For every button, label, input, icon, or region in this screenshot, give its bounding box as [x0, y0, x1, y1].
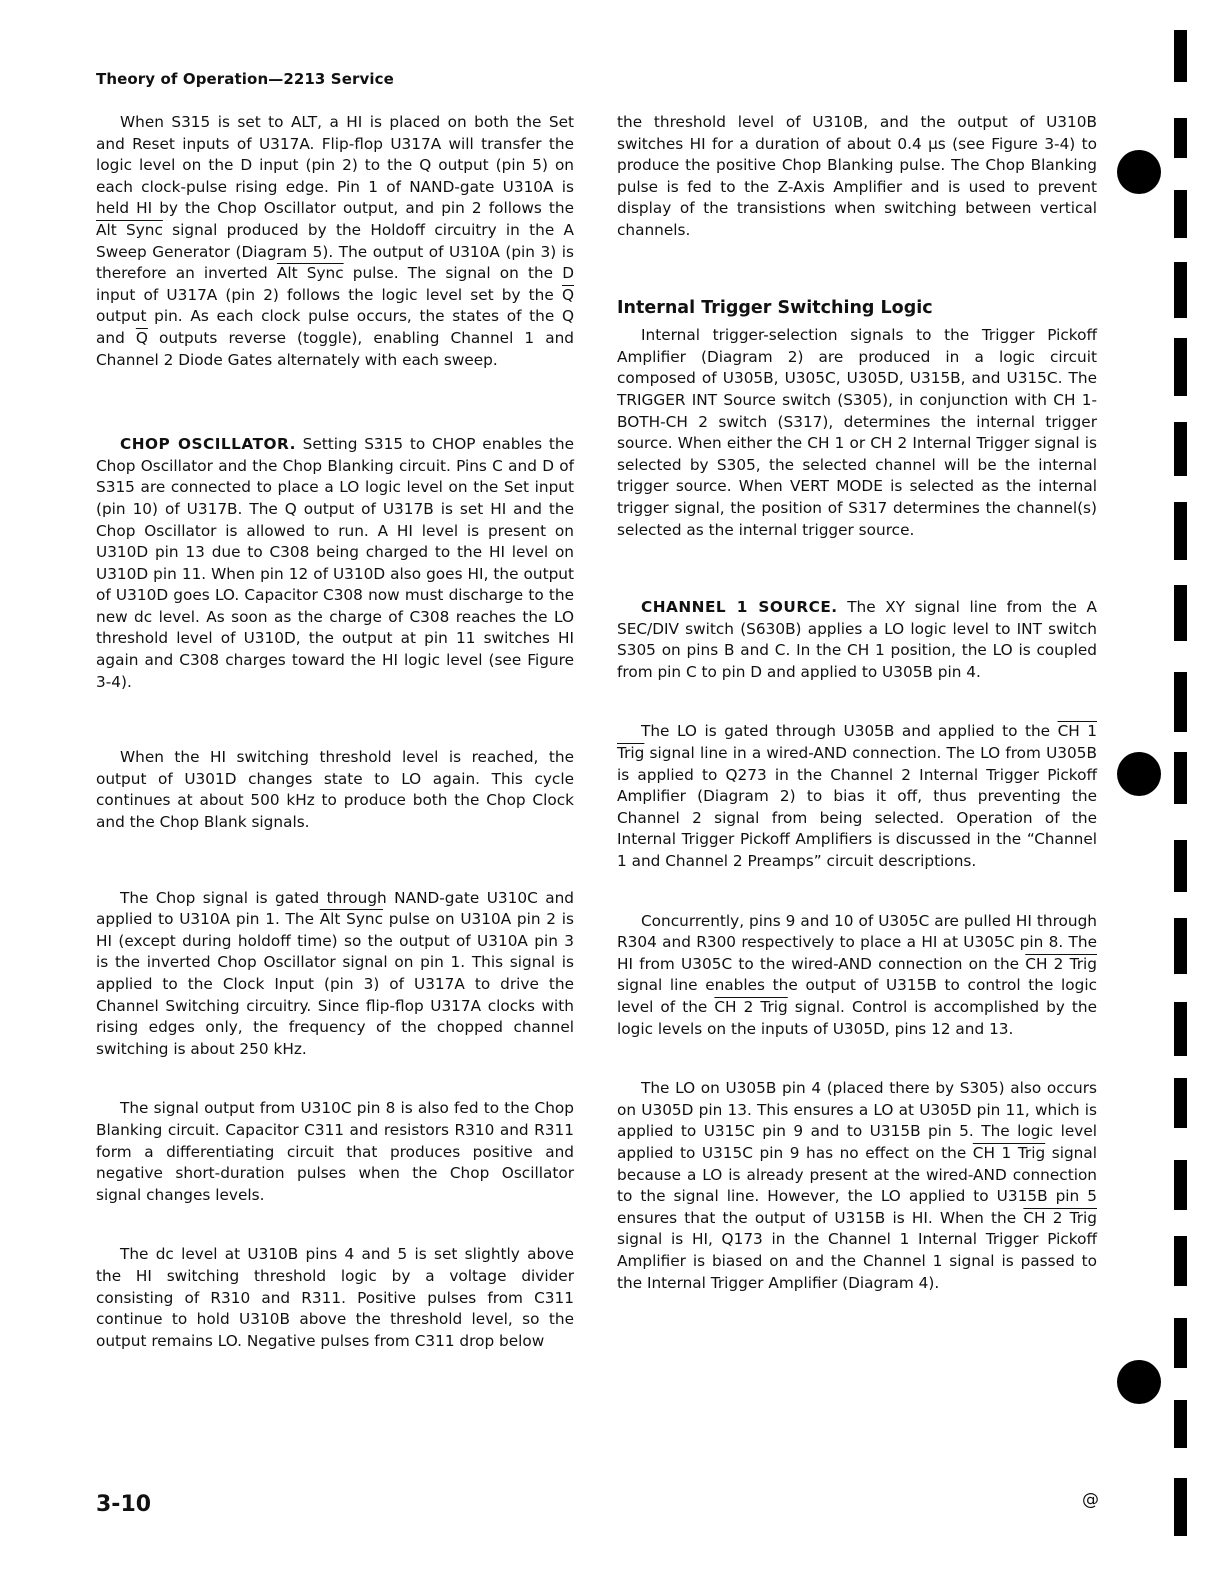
paragraph-chop-oscillator: CHOP OSCILLATOR. Setting S315 to CHOP enables the Chop Oscillator and the Chop Blanking circuit. Pins C and D of S315 are connected to place a LO logic level on the Set input (pin 10) of U317B. The Q output of U317B is set HI and the Chop Oscillator is allowed to run. A HI level is present on U310D pin 13 due to C308 being charged to the HI level on U310D pin 11. When pin 12 of U310D also goes HI, the output of U310D goes LO. Capacitor C308 now must discharge to the new dc level. As soon as the charge of C308 reaches the LO threshold level of U310D, the output at pin 11 switches HI again and C308 charges toward the HI logic level (see Figure 3-4). — [96, 435, 574, 691]
punch-hole — [1117, 1360, 1161, 1404]
right-column — [617, 112, 1097, 1294]
page-number: 3-10 — [96, 1492, 152, 1517]
binding-mark — [1174, 30, 1187, 82]
binding-mark — [1174, 190, 1187, 238]
punch-hole — [1117, 752, 1161, 796]
chop-oscillator-heading: CHOP OSCILLATOR. — [120, 435, 296, 454]
binding-mark — [1174, 752, 1187, 804]
paragraph-dc-level: The dc level at U310B pins 4 and 5 is set slightly above the HI switching threshold logic by a voltage divider consisting of R310 and R311. Positive pulses from C311 continue to hold U310B above the threshold level, so the output remains LO. Negative pulses from C311 drop below — [96, 1245, 574, 1350]
binding-mark — [1174, 1160, 1187, 1210]
paragraph-lo-gated: The LO is gated through U305B and applied to the CH 1 Trig signal line in a wired-AND connection. The LO from U305B is applied to Q273 in the Channel 2 Internal Trigger Pickoff Amplifier (Diagram 2) to bias it off, thus preventing the Channel 2 signal from being selected. Operation of the Internal Trigger Pickoff Amplifiers is discussed in the “Channel 1 and Channel 2 Preamps” circuit descriptions. — [617, 722, 1097, 871]
paragraph-blanking: The signal output from U310C pin 8 is also fed to the Chop Blanking circuit. Capacitor C311 and resistors R310 and R311 form a differentiating circuit that produces positive and negative short-duration pulses when the Chop Oscillator signal changes levels. — [96, 1099, 574, 1204]
binding-mark — [1174, 502, 1187, 560]
binding-mark — [1174, 1400, 1187, 1448]
binding-mark — [1174, 672, 1187, 732]
binding-mark — [1174, 422, 1187, 476]
running-header: Theory of Operation—2213 Service — [96, 70, 394, 88]
binding-mark — [1174, 262, 1187, 318]
paragraph-channel1-source: CHANNEL 1 SOURCE. The XY signal line from the A SEC/DIV switch (S630B) applies a LO logic level to INT switch S305 on pins B and C. In the CH 1 position, the LO is coupled from pin C to pin D and applied to U305B pin 4. — [617, 598, 1097, 681]
binding-mark — [1174, 1002, 1187, 1056]
paragraph-alt-mode: When S315 is set to ALT, a HI is placed on both the Set and Reset inputs of U317A. Flip-flop U317A will transfer the logic level on the D input (pin 2) to the Q output (pin 5) on each clock-pulse rising edge. Pin 1 of NAND-gate U310A is held HI by the Chop Oscillator output, and pin 2 follows the Alt Sync signal produced by the Holdoff circuitry in the A Sweep Generator (Diagram 5). The output of U310A (pin 3) is therefore an inverted Alt Sync pulse. The signal on the D input of U317A (pin 2) follows the logic level set by the $\overline{Q}$ output pin. As each clock pulse occurs, the states of the Q and $\overline{Q}$ outputs reverse (toggle), enabling Channel 1 and Channel 2 Diode Gates alternately with each sweep. — [96, 113, 575, 369]
binding-mark — [1174, 918, 1187, 974]
punch-hole — [1117, 150, 1161, 194]
paragraph-concurrently: Concurrently, pins 9 and 10 of U305C are pulled HI through R304 and R300 respectively to place a HI at U305C pin 8. The HI from U305C to the wired-AND connection on the CH 2 Trig signal line enables the output of U315B to control the logic level of the CH 2 Trig signal. Control is accomplished by the logic levels on the inputs of U305D, pins 12 and 13. — [617, 911, 1097, 1038]
left-column — [96, 112, 574, 1352]
binding-mark — [1174, 840, 1187, 892]
paragraph-lo-u305b: The LO on U305B pin 4 (placed there by S305) also occurs on U305D pin 13. This ensures a LO at U305D pin 11, which is applied to U315C pin 9 and to U315B pin 5. The logic level applied to U315C pin 9 has no effect on the CH 1 Trig signal because a LO is already present at the wired-AND connection to the signal line. However, the LO applied to U315B pin 5 ensures that the output of U315B is HI. When the CH 2 Trig signal is HI, Q173 in the Channel 1 Internal Trigger Pickoff Amplifier is biased on and the Channel 1 signal is passed to the Internal Trigger Amplifier (Diagram 4). — [617, 1079, 1097, 1292]
paragraph-continuation: the threshold level of U310B, and the output of U310B switches HI for a duration of about 0.4 μs (see Figure 3-4) to produce the positive Chop Blanking pulse. The Chop Blanking pulse is fed to the Z-Axis Amplifier and is used to prevent display of the transistions when switching between vertical channels. — [617, 113, 1097, 239]
binding-mark — [1174, 1078, 1187, 1128]
binding-mark — [1174, 118, 1187, 158]
paragraph-internal-trigger: Internal trigger-selection signals to the Trigger Pickoff Amplifier (Diagram 2) are produced in a logic circuit composed of U305B, U305C, U305D, U315B, and U315C. The TRIGGER INT Source switch (S305), in conjunction with CH 1-BOTH-CH 2 switch (S317), determines the internal trigger source. When either the CH 1 or CH 2 Internal Trigger signal is selected by S305, the selected channel will be the internal trigger source. When VERT MODE is selected as the internal trigger signal, the position of S317 determines the channel(s) selected as the internal trigger source. — [617, 326, 1097, 539]
binding-mark — [1174, 338, 1187, 396]
binding-mark — [1174, 1236, 1187, 1286]
paragraph-threshold: When the HI switching threshold level is reached, the output of U301D changes state to LO again. This cycle continues at about 500 kHz to produce both the Chop Clock and the Chop Blank signals. — [96, 748, 574, 832]
channel1-source-heading: CHANNEL 1 SOURCE. — [641, 598, 838, 617]
paragraph-chop-signal: The Chop signal is gated through NAND-gate U310C and applied to U310A pin 1. The Alt Sync pulse on U310A pin 2 is HI (except during holdoff time) so the output of U310A pin 3 is the inverted Chop Oscillator signal on pin 1. This signal is applied to the Clock Input (pin 3) of U317A to drive the Channel Switching circuitry. Since flip-flop U317A clocks with rising edges only, the frequency of the chopped channel switching is about 250 kHz. — [96, 888, 574, 1058]
binding-mark — [1174, 585, 1187, 641]
binding-mark — [1174, 1318, 1187, 1368]
section-heading-internal-trigger: Internal Trigger Switching Logic — [617, 297, 933, 318]
binding-mark — [1174, 1478, 1187, 1536]
footer-mark: @ — [1082, 1490, 1099, 1510]
